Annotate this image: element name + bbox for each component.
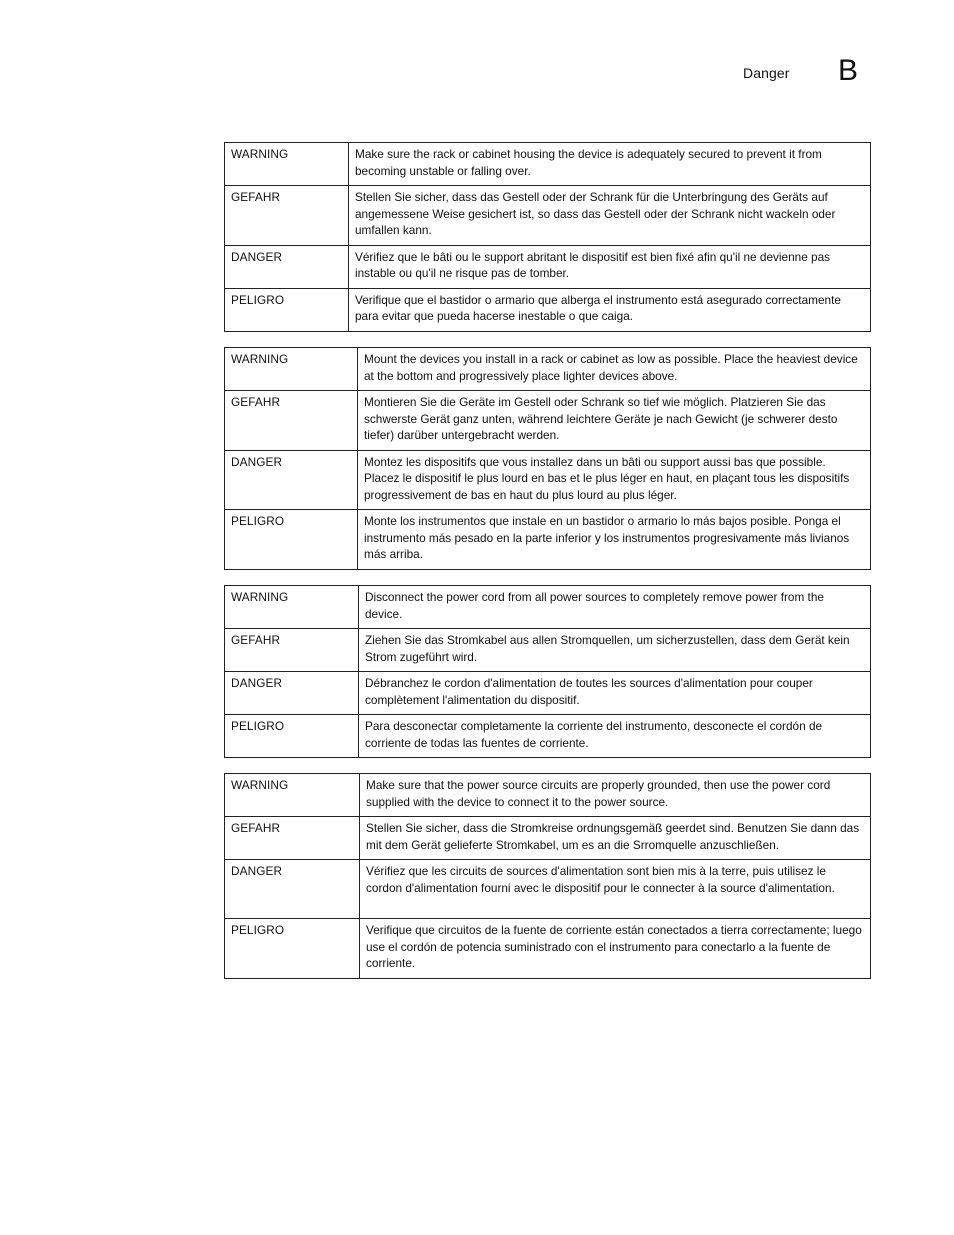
safety-notice-table-grounding: [224, 773, 871, 979]
notice-text: Disconnect the power cord from all power sources to completely remove power from the device.: [359, 586, 871, 629]
notice-label: GEFAHR: [225, 629, 359, 672]
notice-row-peligro: [225, 510, 871, 570]
notice-row-peligro: [225, 288, 871, 331]
notice-text: Ziehen Sie das Stromkabel aus allen Stromquellen, um sicherzustellen, dass dem Gerät kein Strom zugeführt wird.: [359, 629, 871, 672]
notice-text: Make sure the rack or cabinet housing the device is adequately secured to prevent it from becoming unstable or falling over.: [349, 143, 871, 186]
notice-text: Monte los instrumentos que instale en un bastidor o armario lo más bajos posible. Ponga el instrumento más pesado en la parte inferior y los instrumentos progresivamente más livianos más arriba.: [358, 510, 871, 570]
notice-label: DANGER: [225, 860, 360, 919]
notice-label: DANGER: [225, 245, 349, 288]
notice-label: PELIGRO: [225, 715, 359, 758]
notice-row-danger: [225, 860, 871, 919]
notice-text: Verifique que el bastidor o armario que alberga el instrumento está asegurado correctamente para evitar que pueda hacerse inestable o que caiga.: [349, 288, 871, 331]
safety-notice-table-disconnect-power: [224, 585, 871, 758]
notice-row-gefahr: [225, 817, 871, 860]
notice-text: Montieren Sie die Geräte im Gestell oder Schrank so tief wie möglich. Platzieren Sie das schwerste Gerät ganz unten, während leichtere Geräte je nach Gewicht (je schwerer desto tiefer) darüber untergebracht werden.: [358, 391, 871, 451]
notice-label: GEFAHR: [225, 186, 349, 246]
notice-row-danger: [225, 672, 871, 715]
notice-row-warning: [225, 348, 871, 391]
notice-label: DANGER: [225, 450, 358, 510]
notice-label: WARNING: [225, 348, 358, 391]
notice-row-peligro: [225, 715, 871, 758]
notice-row-warning: [225, 143, 871, 186]
notice-row-gefahr: [225, 186, 871, 246]
safety-notice-table-rack-securing: [224, 142, 871, 332]
running-header-section: Danger: [743, 65, 790, 81]
notice-text: Verifique que circuitos de la fuente de corriente están conectados a tierra correctamente; luego use el cordón de potencia suministrado con el instrumento para conectarlo a la fuente de corriente.: [360, 919, 871, 979]
notice-label: PELIGRO: [225, 919, 360, 979]
notice-text: Para desconectar completamente la corriente del instrumento, desconecte el cordón de corriente de todas las fuentes de corriente.: [359, 715, 871, 758]
notice-label: PELIGRO: [225, 288, 349, 331]
notice-text: Montez les dispositifs que vous installez dans un bâti ou support aussi bas que possible. Placez le dispositif le plus lourd en bas et le plus léger en haut, en plaçant tous les dispositifs progressivement de bas en haut du plus lourd au plus léger.: [358, 450, 871, 510]
notice-row-warning: [225, 774, 871, 817]
safety-notice-table-mount-low: [224, 347, 871, 570]
notice-label: WARNING: [225, 774, 360, 817]
notice-label: GEFAHR: [225, 391, 358, 451]
notice-label: PELIGRO: [225, 510, 358, 570]
notice-text: Vérifiez que les circuits de sources d'alimentation sont bien mis à la terre, puis utilisez le cordon d'alimentation fourni avec le dispositif pour le connecter à la source d'alimentation.: [360, 860, 871, 919]
appendix-letter: B: [838, 54, 859, 87]
notice-text: Stellen Sie sicher, dass die Stromkreise ordnungsgemäß geerdet sind. Benutzen Sie dann das mit dem Gerät gelieferte Stromkabel, um es an die Srromquelle anzuschließen.: [360, 817, 871, 860]
notice-text: Mount the devices you install in a rack or cabinet as low as possible. Place the heaviest device at the bottom and progressively place lighter devices above.: [358, 348, 871, 391]
notice-text: Vérifiez que le bâti ou le support abritant le dispositif est bien fixé afin qu'il ne devienne pas instable ou qu'il ne risque pas de tomber.: [349, 245, 871, 288]
notice-row-danger: [225, 450, 871, 510]
notice-row-peligro: [225, 919, 871, 979]
notice-label: GEFAHR: [225, 817, 360, 860]
notice-label: WARNING: [225, 586, 359, 629]
notice-text: Make sure that the power source circuits are properly grounded, then use the power cord supplied with the device to connect it to the power source.: [360, 774, 871, 817]
notice-row-gefahr: [225, 391, 871, 451]
page-header: [0, 54, 954, 94]
notice-text: Débranchez le cordon d'alimentation de toutes les sources d'alimentation pour couper complètement l'alimentation du dispositif.: [359, 672, 871, 715]
notice-row-warning: [225, 586, 871, 629]
notice-row-gefahr: [225, 629, 871, 672]
notice-text: Stellen Sie sicher, dass das Gestell oder der Schrank für die Unterbringung des Geräts auf angemessene Weise gesichert ist, so dass das Gestell oder der Schrank nicht wackeln oder umfallen kann.: [349, 186, 871, 246]
notice-label: WARNING: [225, 143, 349, 186]
notice-row-danger: [225, 245, 871, 288]
notice-label: DANGER: [225, 672, 359, 715]
